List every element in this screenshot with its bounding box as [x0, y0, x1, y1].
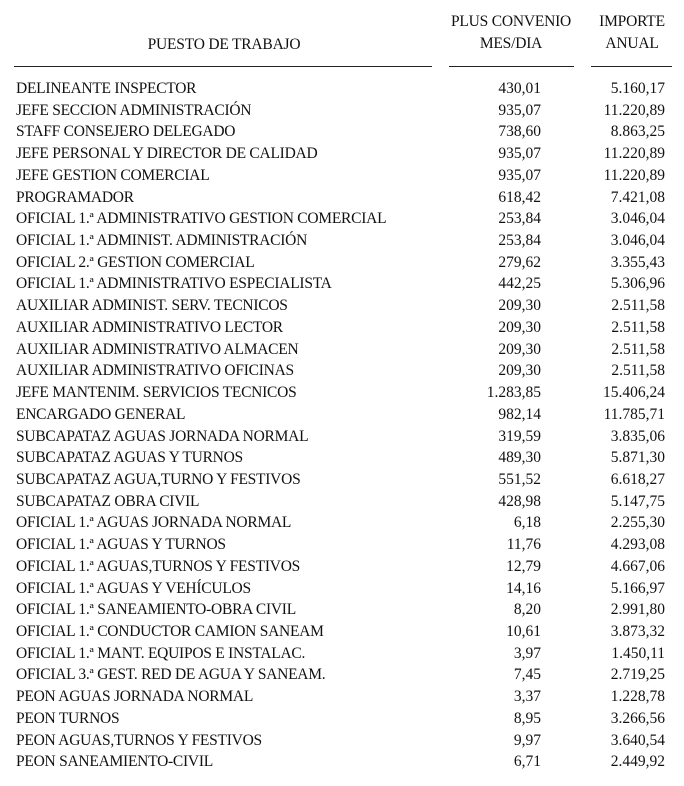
cell-plus-convenio: 3,97: [513, 644, 541, 662]
cell-importe-anual: 4.667,06: [610, 557, 665, 575]
header-plus-convenio: [441, 11, 581, 55]
cell-plus-convenio: 10,61: [506, 622, 541, 640]
cell-plus-convenio: 11,76: [506, 536, 541, 554]
table-row: [0, 578, 684, 600]
cell-importe-anual: 7.421,08: [610, 188, 665, 206]
cell-plus-convenio: 209,30: [498, 318, 541, 336]
cell-puesto-de-trabajo: OFICIAL 1.ª ADMINISTRATIVO GESTION COMERCIAL: [16, 210, 387, 228]
table-row: [0, 100, 684, 122]
table-row: [0, 686, 684, 708]
table-row: [0, 469, 684, 491]
table-row: [0, 556, 684, 578]
table-row: [0, 78, 684, 100]
cell-plus-convenio: 430,01: [498, 80, 541, 97]
cell-puesto-de-trabajo: SUBCAPATAZ OBRA CIVIL: [16, 492, 200, 510]
cell-plus-convenio: 935,07: [498, 145, 541, 163]
header-puesto-de-trabajo: [14, 34, 434, 56]
cell-plus-convenio: 14,16: [506, 579, 541, 597]
cell-importe-anual: 2.511,58: [611, 340, 665, 358]
cell-plus-convenio: 6,71: [513, 753, 541, 771]
table-row: [0, 187, 684, 209]
table-row: [0, 664, 684, 686]
table-row: [0, 273, 684, 295]
cell-puesto-de-trabajo: ENCARGADO GENERAL: [16, 405, 186, 423]
table-row: [0, 339, 684, 361]
table-row: [0, 165, 684, 187]
table-row: [0, 426, 684, 448]
header-rule-plus: [449, 66, 574, 67]
cell-importe-anual: 5.871,30: [610, 449, 665, 467]
cell-importe-anual: 5.306,96: [610, 275, 665, 293]
cell-puesto-de-trabajo: DELINEANTE INSPECTOR: [16, 80, 197, 97]
cell-puesto-de-trabajo: OFICIAL 1.ª AGUAS,TURNOS Y FESTIVOS: [16, 557, 301, 575]
table-row: [0, 447, 684, 469]
cell-puesto-de-trabajo: OFICIAL 1.ª AGUAS Y TURNOS: [16, 536, 226, 554]
cell-importe-anual: 2.511,58: [611, 318, 665, 336]
cell-puesto-de-trabajo: AUXILIAR ADMINISTRATIVO LECTOR: [16, 318, 283, 336]
cell-importe-anual: 11.220,89: [603, 145, 665, 163]
cell-plus-convenio: 209,30: [498, 297, 541, 315]
table-row: [0, 295, 684, 317]
cell-importe-anual: 2.719,25: [610, 666, 665, 684]
cell-importe-anual: 2.255,30: [610, 514, 665, 532]
cell-puesto-de-trabajo: OFICIAL 1.ª ADMINIST. ADMINISTRACIÓN: [16, 232, 308, 250]
cell-importe-anual: 8.863,25: [610, 123, 665, 141]
cell-puesto-de-trabajo: OFICIAL 1.ª CONDUCTOR CAMION SANEAM: [16, 622, 324, 640]
cell-plus-convenio: 935,07: [498, 166, 541, 184]
header-importe-anual: [590, 11, 674, 55]
cell-importe-anual: 3.046,04: [610, 210, 665, 228]
cell-importe-anual: 5.160,17: [610, 80, 665, 97]
cell-puesto-de-trabajo: OFICIAL 1.ª MANT. EQUIPOS E INSTALAC.: [16, 644, 306, 662]
cell-importe-anual: 6.618,27: [610, 470, 665, 488]
cell-puesto-de-trabajo: SUBCAPATAZ AGUAS JORNADA NORMAL: [16, 427, 309, 445]
cell-importe-anual: 1.228,78: [610, 688, 665, 706]
cell-plus-convenio: 982,14: [498, 405, 541, 423]
table-row: [0, 208, 684, 230]
cell-puesto-de-trabajo: OFICIAL 1.ª SANEAMIENTO-OBRA CIVIL: [16, 601, 296, 619]
cell-puesto-de-trabajo: OFICIAL 1.ª AGUAS Y VEHÍCULOS: [16, 579, 251, 597]
cell-plus-convenio: 209,30: [498, 362, 541, 380]
table-row: [0, 643, 684, 665]
cell-plus-convenio: 551,52: [498, 470, 541, 488]
cell-importe-anual: 5.166,97: [610, 579, 665, 597]
cell-puesto-de-trabajo: OFICIAL 1.ª ADMINISTRATIVO ESPECIALISTA: [16, 275, 332, 293]
cell-plus-convenio: 489,30: [498, 449, 541, 467]
table-row: [0, 512, 684, 534]
table-row: [0, 252, 684, 274]
header-plus-line1: PLUS CONVENIO: [450, 13, 572, 30]
cell-puesto-de-trabajo: AUXILIAR ADMINISTRATIVO ALMACEN: [16, 340, 299, 358]
header-plus-line2: MES/DIA: [479, 35, 543, 52]
cell-plus-convenio: 442,25: [498, 275, 541, 293]
table-row: [0, 599, 684, 621]
cell-plus-convenio: 279,62: [498, 253, 541, 271]
cell-importe-anual: 1.450,11: [611, 644, 665, 662]
cell-plus-convenio: 6,18: [513, 514, 541, 532]
cell-puesto-de-trabajo: PEON AGUAS JORNADA NORMAL: [16, 688, 254, 706]
cell-plus-convenio: 738,60: [498, 123, 541, 141]
table-row: [0, 708, 684, 730]
cell-puesto-de-trabajo: SUBCAPATAZ AGUA,TURNO Y FESTIVOS: [16, 470, 301, 488]
cell-puesto-de-trabajo: STAFF CONSEJERO DELEGADO: [16, 123, 236, 141]
cell-plus-convenio: 253,84: [498, 210, 541, 228]
table-body: [0, 78, 684, 773]
cell-plus-convenio: 618,42: [498, 188, 541, 206]
header-importe-line1: IMPORTE: [599, 13, 665, 30]
cell-puesto-de-trabajo: JEFE SECCION ADMINISTRACIÓN: [16, 101, 252, 119]
cell-importe-anual: 3.355,43: [610, 253, 665, 271]
cell-importe-anual: 4.293,08: [610, 536, 665, 554]
table-row: [0, 382, 684, 404]
cell-importe-anual: 15.406,24: [603, 384, 665, 402]
table-row: [0, 534, 684, 556]
cell-plus-convenio: 8,20: [513, 601, 541, 619]
cell-plus-convenio: 319,59: [498, 427, 541, 445]
table-row: [0, 491, 684, 513]
cell-plus-convenio: 209,30: [498, 340, 541, 358]
cell-importe-anual: 3.640,54: [610, 731, 665, 749]
cell-importe-anual: 11.220,89: [603, 101, 665, 119]
cell-importe-anual: 3.873,32: [610, 622, 665, 640]
cell-puesto-de-trabajo: PEON TURNOS: [16, 709, 120, 727]
cell-puesto-de-trabajo: PEON SANEAMIENTO-CIVIL: [16, 753, 213, 771]
cell-plus-convenio: 1.283,85: [486, 384, 541, 402]
table-row: [0, 621, 684, 643]
header-importe-line2: ANUAL: [605, 35, 659, 52]
cell-puesto-de-trabajo: AUXILIAR ADMINIST. SERV. TECNICOS: [16, 297, 288, 315]
cell-puesto-de-trabajo: JEFE PERSONAL Y DIRECTOR DE CALIDAD: [16, 145, 318, 163]
cell-importe-anual: 2.449,92: [610, 753, 665, 771]
table-row: [0, 230, 684, 252]
header-puesto-label: PUESTO DE TRABAJO: [147, 36, 301, 53]
cell-puesto-de-trabajo: PEON AGUAS,TURNOS Y FESTIVOS: [16, 731, 262, 749]
cell-importe-anual: 2.991,80: [610, 601, 665, 619]
cell-plus-convenio: 3,37: [513, 688, 541, 706]
table-row: [0, 751, 684, 773]
table-row: [0, 317, 684, 339]
header-rule-importe: [591, 66, 672, 67]
cell-puesto-de-trabajo: AUXILIAR ADMINISTRATIVO OFICINAS: [16, 362, 294, 380]
table-row: [0, 404, 684, 426]
cell-importe-anual: 11.785,71: [603, 405, 665, 423]
cell-plus-convenio: 935,07: [498, 101, 541, 119]
cell-puesto-de-trabajo: JEFE MANTENIM. SERVICIOS TECNICOS: [16, 384, 297, 402]
cell-importe-anual: 3.835,06: [610, 427, 665, 445]
cell-puesto-de-trabajo: JEFE GESTION COMERCIAL: [16, 166, 210, 184]
cell-puesto-de-trabajo: OFICIAL 1.ª AGUAS JORNADA NORMAL: [16, 514, 292, 532]
cell-puesto-de-trabajo: PROGRAMADOR: [16, 188, 134, 206]
cell-importe-anual: 3.046,04: [610, 232, 665, 250]
table-row: [0, 730, 684, 752]
cell-plus-convenio: 12,79: [506, 557, 541, 575]
cell-importe-anual: 11.220,89: [603, 166, 665, 184]
cell-importe-anual: 2.511,58: [611, 297, 665, 315]
cell-importe-anual: 3.266,56: [610, 709, 665, 727]
cell-puesto-de-trabajo: OFICIAL 2.ª GESTION COMERCIAL: [16, 253, 255, 271]
cell-plus-convenio: 8,95: [513, 709, 541, 727]
cell-importe-anual: 5.147,75: [610, 492, 665, 510]
table-row: [0, 360, 684, 382]
cell-plus-convenio: 7,45: [513, 666, 541, 684]
cell-plus-convenio: 9,97: [513, 731, 541, 749]
table-row: [0, 121, 684, 143]
cell-puesto-de-trabajo: SUBCAPATAZ AGUAS Y TURNOS: [16, 449, 243, 467]
table-row: [0, 143, 684, 165]
cell-plus-convenio: 253,84: [498, 232, 541, 250]
cell-plus-convenio: 428,98: [498, 492, 541, 510]
header-rule-puesto: [14, 66, 432, 67]
cell-puesto-de-trabajo: OFICIAL 3.ª GEST. RED DE AGUA Y SANEAM.: [16, 666, 326, 684]
cell-importe-anual: 2.511,58: [611, 362, 665, 380]
